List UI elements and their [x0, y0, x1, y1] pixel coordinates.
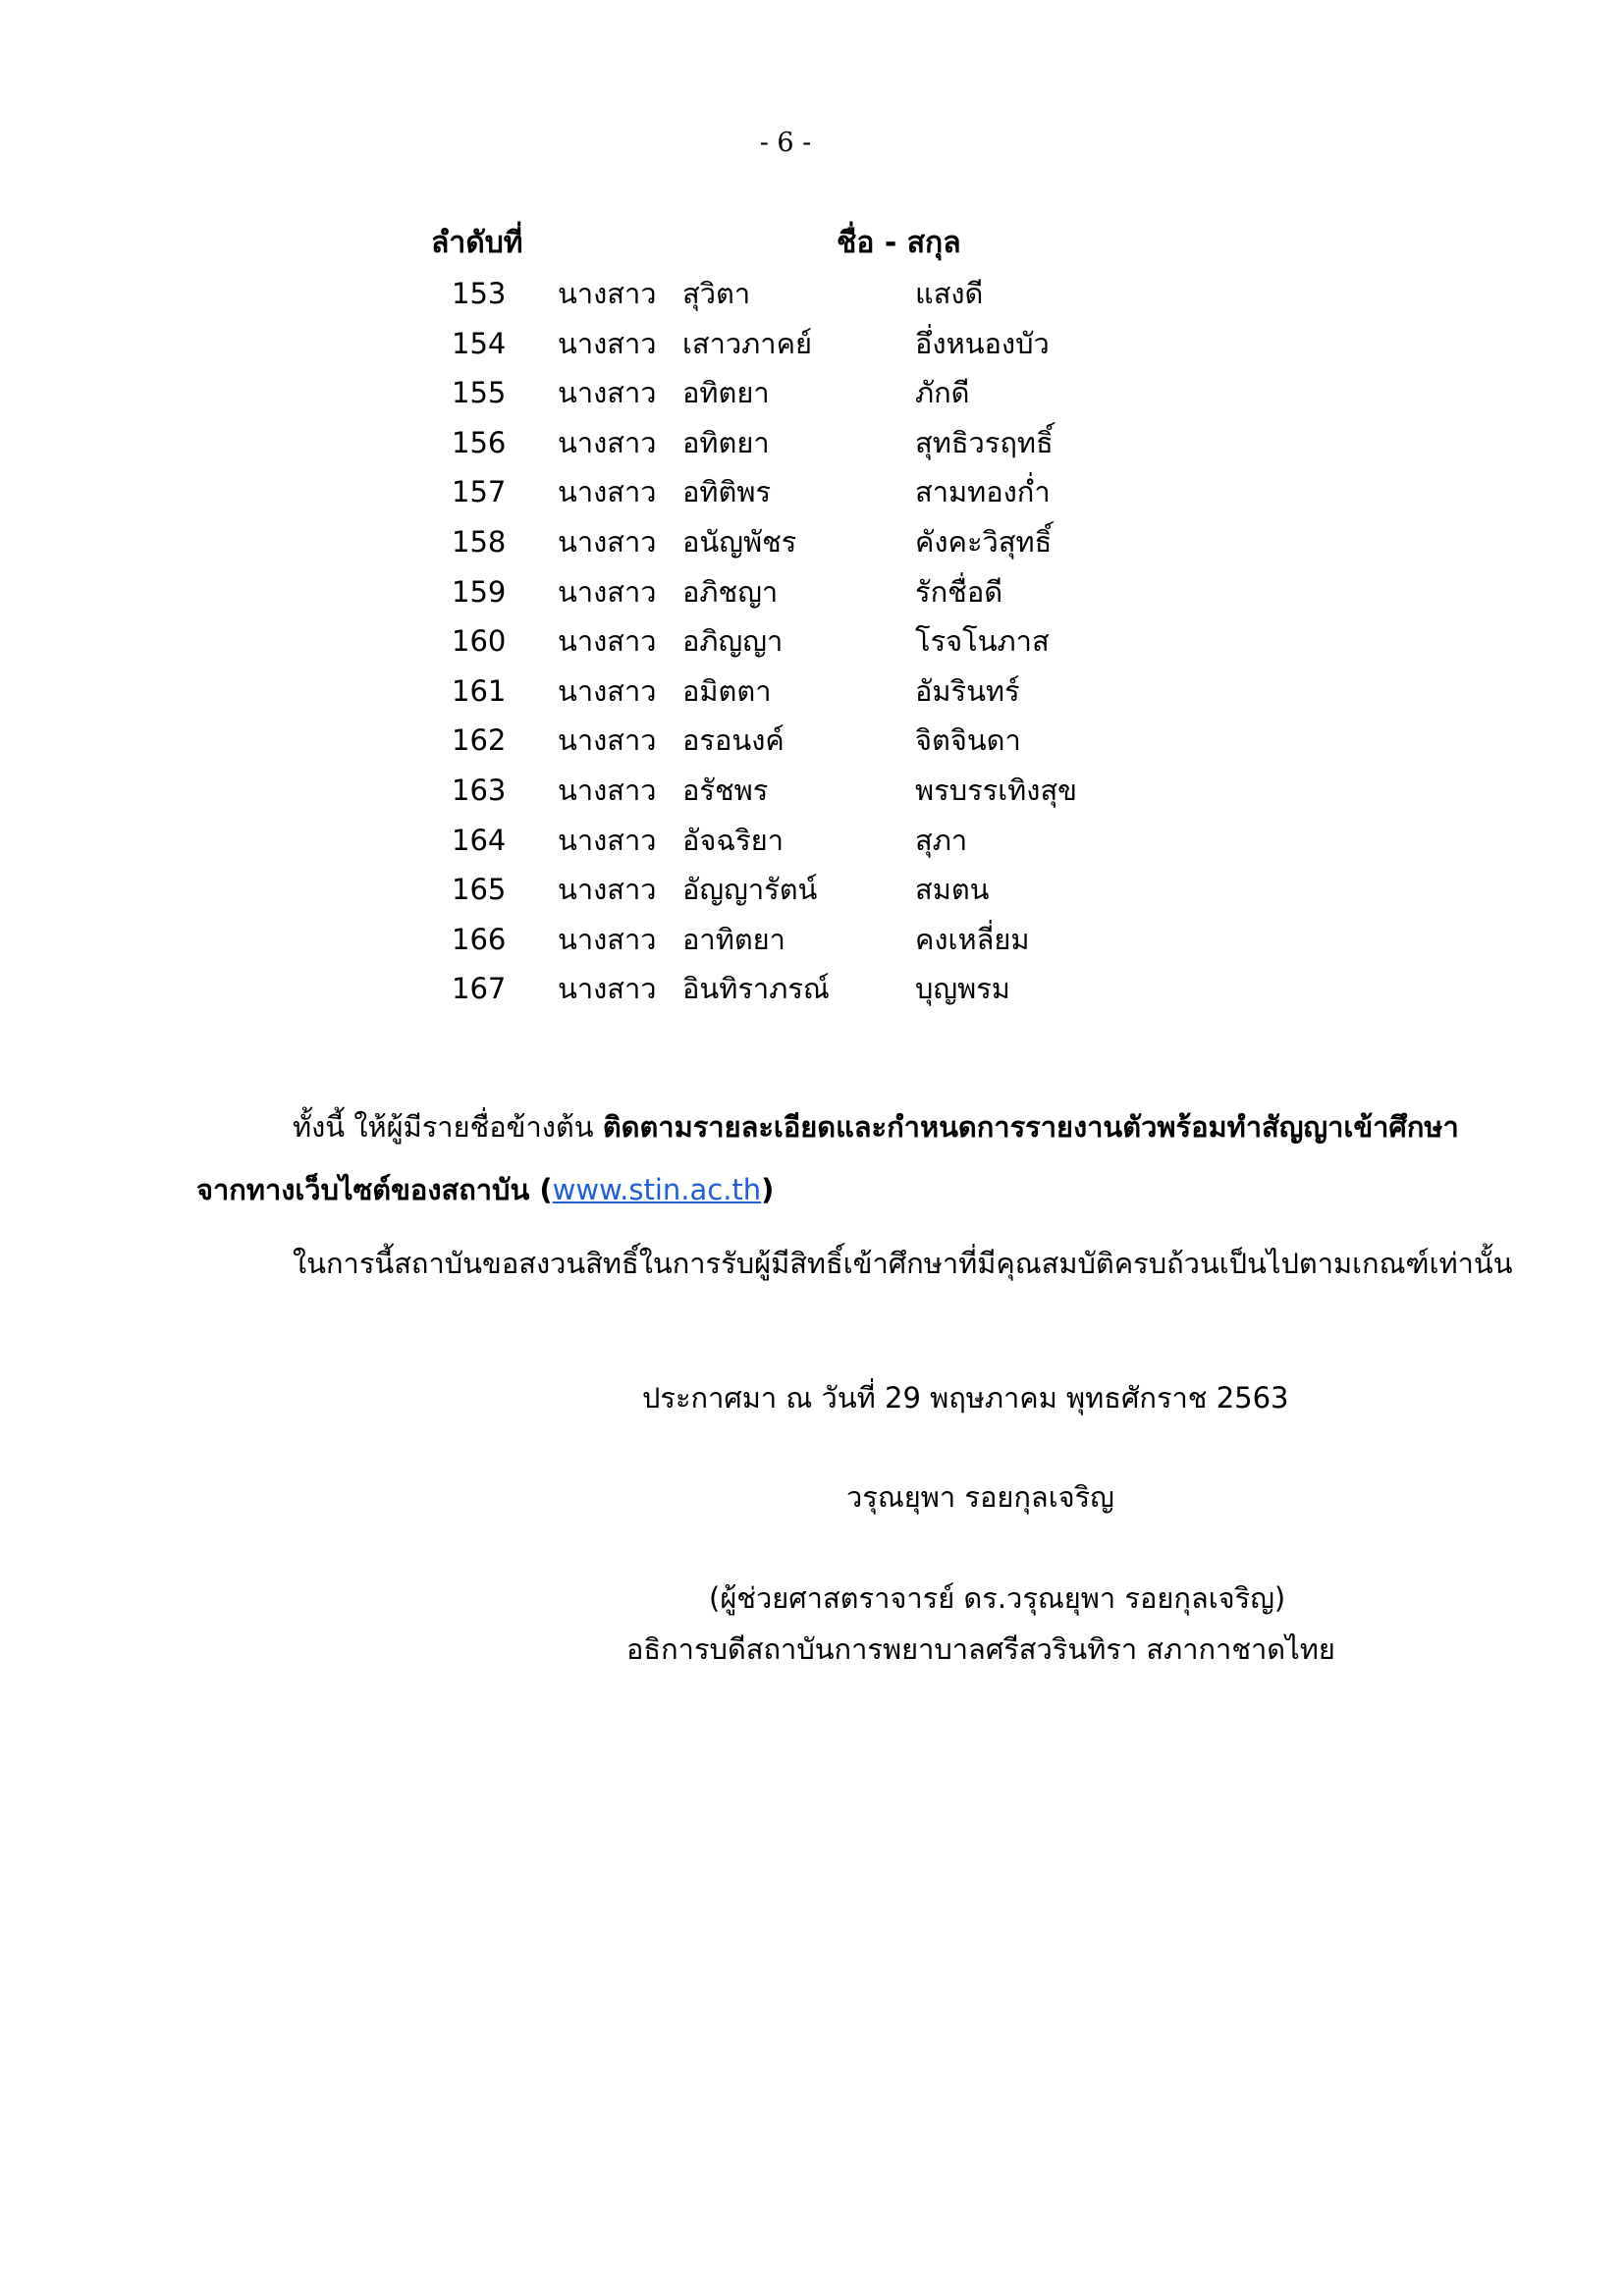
row-number: 161	[452, 673, 507, 708]
row-title: นางสาว	[558, 823, 657, 857]
list-item	[0, 319, 1624, 369]
row-first-name: อรัชพร	[682, 773, 769, 807]
website-link[interactable]: www.stin.ac.th	[552, 1173, 762, 1206]
table-header	[0, 220, 1624, 263]
row-first-name: อภิชญา	[682, 574, 779, 609]
row-last-name: คังคะวิสุทธิ์	[915, 524, 1053, 559]
row-first-name: อนัญพัชร	[682, 524, 797, 559]
row-last-name: คงเหลี่ยม	[915, 922, 1030, 956]
notice-intro: ทั้งนี้ ให้ผู้มีรายชื่อข้างต้น	[293, 1110, 603, 1144]
row-title: นางสาว	[558, 972, 657, 1006]
list-item	[0, 517, 1624, 567]
row-first-name: อัญญารัตน์	[682, 873, 818, 907]
row-last-name: โรจโนภาส	[915, 624, 1050, 659]
notice-line-2	[196, 1158, 1473, 1221]
list-item	[0, 865, 1624, 915]
row-first-name: อาทิตยา	[682, 922, 785, 956]
row-title: นางสาว	[558, 524, 657, 559]
row-first-name: อภิญญา	[682, 624, 784, 659]
list-item	[0, 964, 1624, 1014]
row-last-name: สุทธิวรฤทธิ์	[915, 425, 1054, 459]
row-title: นางสาว	[558, 673, 657, 708]
row-title: นางสาว	[558, 425, 657, 459]
row-number: 160	[452, 624, 507, 659]
row-first-name: อทิตยา	[682, 425, 770, 459]
row-first-name: อัจฉริยา	[682, 823, 785, 857]
row-last-name: อึ่งหนองบัว	[915, 326, 1050, 360]
list-item	[0, 567, 1624, 617]
row-number: 162	[452, 723, 507, 758]
row-last-name: อัมรินทร์	[915, 673, 1020, 708]
row-last-name: พรบรรเทิงสุข	[915, 773, 1077, 807]
reservation-paragraph: ในการนี้สถาบันขอสงวนสิทธิ์ในการรับผู้มีสิทธิ์เข้าศึกษาที่มีคุณสมบัติครบถ้วนเป็นไปตามเกณฑ์เท่านั้น	[293, 1247, 1513, 1280]
row-first-name: เสาวภาคย์	[682, 326, 812, 360]
name-list	[0, 269, 1624, 1014]
column-header-number: ลำดับที่	[431, 226, 523, 260]
signer-position: อธิการบดีสถาบันการพยาบาลศรีสวรินทิรา สภากาชาดไทย	[626, 1632, 1335, 1666]
row-number: 158	[452, 524, 507, 559]
list-item	[0, 766, 1624, 816]
announcement-date: ประกาศมา ณ วันที่ 29 พฤษภาคม พุทธศักราช 2563	[642, 1381, 1289, 1415]
row-title: นางสาว	[558, 574, 657, 609]
signature: วรุณยุพา รอยกุลเจริญ	[846, 1480, 1114, 1514]
row-number: 154	[452, 326, 507, 360]
row-first-name: อทิตยา	[682, 376, 770, 410]
row-number: 153	[452, 277, 507, 310]
row-first-name: อินทิราภรณ์	[682, 972, 830, 1006]
row-number: 166	[452, 922, 507, 956]
row-number: 157	[452, 475, 507, 509]
row-number: 164	[452, 823, 507, 857]
row-title: นางสาว	[558, 475, 657, 509]
row-title: นางสาว	[558, 873, 657, 907]
row-number: 163	[452, 773, 507, 807]
list-item	[0, 269, 1624, 319]
list-item	[0, 418, 1624, 468]
row-title: นางสาว	[558, 922, 657, 956]
row-last-name: จิตจินดา	[915, 723, 1021, 758]
row-number: 167	[452, 972, 507, 1006]
column-header-name: ชื่อ - สกุล	[837, 226, 961, 260]
list-item	[0, 667, 1624, 717]
row-last-name: รักชื่อดี	[915, 574, 1003, 609]
row-number: 159	[452, 574, 507, 609]
row-last-name: แสงดี	[915, 277, 984, 310]
row-title: นางสาว	[558, 326, 657, 360]
row-title: นางสาว	[558, 376, 657, 410]
row-title: นางสาว	[558, 773, 657, 807]
list-item	[0, 368, 1624, 418]
row-first-name: อมิตตา	[682, 673, 772, 708]
row-last-name: ภักดี	[915, 376, 970, 410]
signer-name: (ผู้ช่วยศาสตราจารย์ ดร.วรุณยุพา รอยกุลเจริญ)	[709, 1581, 1286, 1615]
row-title: นางสาว	[558, 624, 657, 659]
row-number: 165	[452, 873, 507, 907]
row-last-name: สุภา	[915, 823, 968, 857]
list-item	[0, 467, 1624, 517]
notice-bold-text: ติดตามรายละเอียดและกำหนดการรายงานตัวพร้อมทำสัญญาเข้าศึกษา	[602, 1110, 1459, 1144]
row-last-name: สามทองกํ่า	[915, 475, 1051, 509]
row-last-name: สมตน	[915, 873, 990, 907]
list-item	[0, 915, 1624, 965]
row-last-name: บุญพรม	[915, 972, 1010, 1006]
row-first-name: สุวิตา	[682, 277, 751, 310]
notice-line-1	[196, 1095, 1473, 1158]
row-number: 156	[452, 425, 507, 459]
page-number: - 6 -	[759, 128, 812, 158]
row-title: นางสาว	[558, 723, 657, 758]
list-item	[0, 616, 1624, 667]
notice-website-label: จากทางเว็บไซต์ของสถาบัน (	[196, 1173, 553, 1206]
row-first-name: อรอนงค์	[682, 723, 785, 758]
notice-paragraph	[196, 1095, 1473, 1221]
list-item	[0, 816, 1624, 866]
row-first-name: อทิติพร	[682, 475, 772, 509]
list-item	[0, 716, 1624, 766]
row-title: นางสาว	[558, 277, 657, 310]
row-number: 155	[452, 376, 507, 410]
notice-close: )	[761, 1173, 775, 1206]
